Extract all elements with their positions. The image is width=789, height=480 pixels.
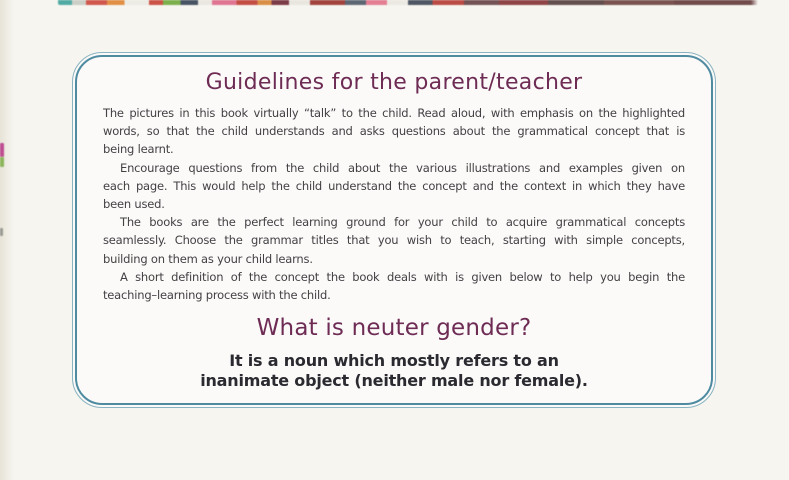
text-line: been used. [103,197,165,212]
text-line: seamlessly. Choose the grammar titles that you wish to teach, starting with simple concepts, [103,233,685,248]
guidelines-body [103,104,685,304]
text-line: being learnt. [103,142,174,157]
text-line: teaching–learning process with the child. [103,288,331,303]
text-line: Encourage questions from the child about the various illustrations and examples given on [120,160,685,175]
text-line: The pictures in this book virtually “talk” to the child. Read aloud, with emphasis on the highlighted [103,106,685,120]
left-edge-color-speck [0,143,4,157]
text-line: words, so that the child understands and asks questions about the grammatical concept that is [103,124,685,139]
page-left-edge-shadow [0,0,14,480]
text-line: each page. This would help the child understand the concept and the context in which they have [103,178,685,193]
text-line: The books are the perfect learning ground for your child to acquire grammatical concepts [120,215,685,230]
paragraph [103,159,685,214]
paragraph [103,268,685,304]
top-edge-color-strip [58,0,758,5]
definition-line: inanimate object (neither male nor female). [200,370,588,390]
concept-question-title: What is neuter gender? [256,315,532,342]
page-title: Guidelines for the parent/teacher [205,70,583,95]
paragraph [103,104,685,159]
left-edge-color-speck [0,228,3,236]
definition-line: It is a noun which mostly refers to an [229,351,559,371]
paragraph [103,213,685,268]
concept-definition [103,351,685,390]
guidelines-frame-inner-rule [75,55,713,405]
text-line: building on them as your child learns. [103,251,313,266]
text-line: A short definition of the concept the book deals with is given below to help you begin the [120,269,685,284]
guidelines-frame [72,52,716,408]
left-edge-color-speck [0,157,4,167]
